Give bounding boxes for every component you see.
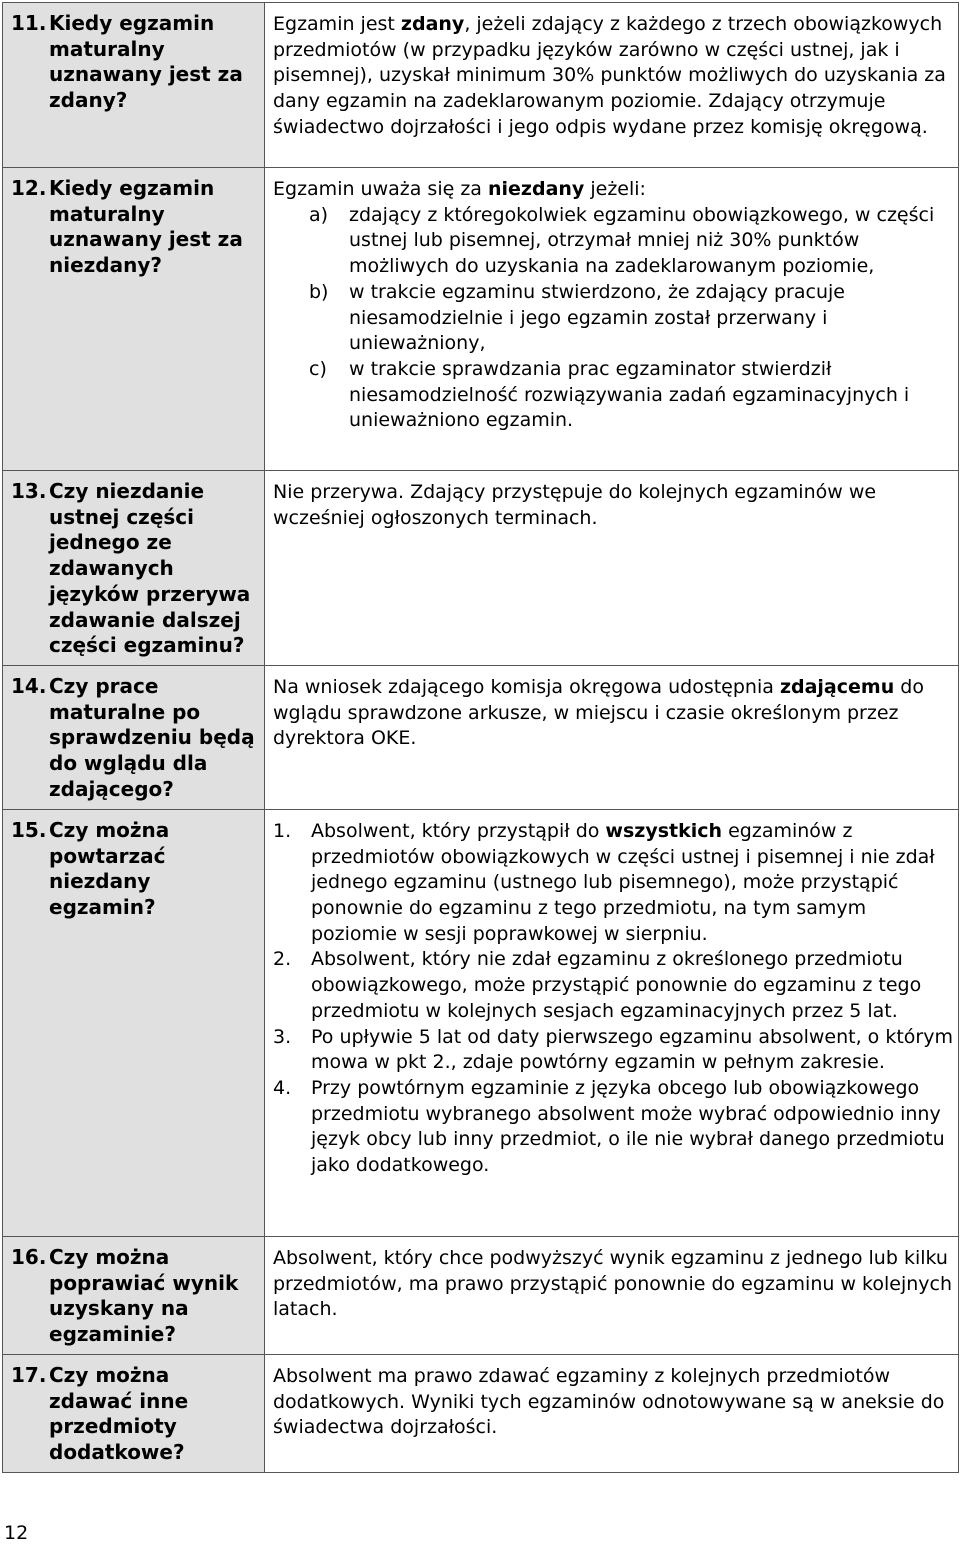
list-item: 1. Absolwent, który przystąpił do wszystkich egzaminów z przedmiotów obowiązkowych w części ustnej i pisemnej i nie zdał jednego egzaminu (ustnego lub pisemnego), może przystąpić ponownie do egzaminu z tego przedmiotu, na tym samym poziomie w sesji poprawkowej w sierpniu. — [273, 819, 935, 945]
faq-row-14 — [3, 665, 959, 809]
question-text: Czy można poprawiać wynik uzyskany na egzaminie? — [49, 1244, 239, 1347]
answer-text: Egzamin jest zdany, jeżeli zdający z każdego z trzech obowiązkowych przedmiotów (w przypadku języków zarówno w części ustnej, jak i pisemnej), uzyskał minimum 30% punktów możliwych do uzyskania za dany egzamin na zadeklarowanym poziomie. Zdający otrzymuje świadectwo dojrzałości i jego odpis wydane przez komisję okręgową. — [273, 13, 946, 138]
question-cell — [3, 3, 265, 168]
question-text: Kiedy egzamin maturalny uznawany jest za zdany? — [49, 11, 243, 113]
faq-row-13 — [3, 471, 959, 666]
question-text: Czy można powtarzać niezdany egzamin? — [49, 817, 170, 920]
question-text: Czy można zdawać inne przedmioty dodatkowe? — [49, 1362, 189, 1465]
answer-text: Nie przerywa. Zdający przystępuje do kolejnych egzaminów we wcześniej ogłoszonych terminach. — [273, 481, 877, 529]
answer-intro: Egzamin uważa się za niezdany jeżeli: — [273, 178, 646, 200]
question-number: 14. — [11, 673, 47, 698]
answer-text: Na wniosek zdającego komisja okręgowa udostępnia zdającemu do wglądu sprawdzone arkusze, w miejscu i czasie określonym przez dyrektora OKE. — [273, 675, 924, 750]
faq-table — [2, 2, 959, 1473]
answer-text: Absolwent ma prawo zdawać egzaminy z kolejnych przedmiotów dodatkowych. Wyniki tych egzaminów odnotowywane są w aneksie do świadectwa dojrzałości. — [273, 1364, 945, 1439]
list-item: b) w trakcie egzaminu stwierdzono, że zdający pracuje niesamodzielnie i jego egzamin został przerwany i unieważniony, — [309, 280, 845, 355]
faq-row-17 — [3, 1354, 959, 1472]
question-number: 12. — [11, 176, 47, 200]
list-item: 4. Przy powtórnym egzaminie z języka obcego lub obowiązkowego przedmiotu wybranego absolwent może wybrać odpowiednio inny język obcy lub inny przedmiot, o ile nie wybrał danego przedmiotu jako dodatkowego. — [273, 1076, 945, 1177]
question-cell — [3, 471, 265, 666]
bold-term: wszystkich — [605, 819, 723, 842]
question-cell — [3, 809, 265, 1236]
question-cell — [3, 665, 265, 809]
bold-term: zdany — [400, 13, 465, 35]
question-number: 15. — [11, 817, 47, 842]
answer-cell — [265, 665, 959, 809]
answer-cell — [265, 1236, 959, 1354]
answer-cell — [265, 471, 959, 666]
list-item: 2. Absolwent, który nie zdał egzaminu z określonego przedmiotu obowiązkowego, może przystąpić ponownie do egzaminu z tego przedmiotu w kolejnych sesjach egzaminacyjnych przez 5 lat. — [273, 948, 922, 1022]
question-cell — [3, 168, 265, 471]
list-item: 3. Po upływie 5 lat od daty pierwszego egzaminu absolwent, o którym mowa w pkt 2., zdaje powtórny egzamin w pełnym zakresie. — [273, 1025, 953, 1074]
page-number: 12 — [4, 1522, 29, 1544]
list-item: a) zdający z któregokolwiek egzaminu obowiązkowego, w części ustnej lub pisemnej, otrzymał mniej niż 30% punktów możliwych do uzyskania na zadeklarowanym poziomie, — [309, 203, 935, 278]
answer-cell — [265, 809, 959, 1236]
question-number: 17. — [11, 1362, 47, 1387]
question-number: 11. — [11, 11, 47, 35]
answer-cell — [265, 1354, 959, 1472]
question-cell — [3, 1236, 265, 1354]
list-item: c) w trakcie sprawdzania prac egzaminator stwierdził niesamodzielność rozwiązywania zadań egzaminacyjnych i unieważniono egzamin. — [309, 357, 910, 432]
faq-row-12 — [3, 168, 959, 471]
answer-text: Absolwent, który chce podwyższyć wynik egzaminu z jednego lub kilku przedmiotów, ma prawo przystąpić ponownie do egzaminu w kolejnych latach. — [273, 1246, 953, 1321]
faq-row-11 — [3, 3, 959, 168]
question-cell — [3, 1354, 265, 1472]
bold-term: niezdany — [488, 178, 585, 200]
answer-cell — [265, 168, 959, 471]
question-text: Czy prace maturalne po sprawdzeniu będą do wglądu dla zdającego? — [49, 673, 255, 801]
bold-term: zdającemu — [779, 675, 895, 698]
question-text: Kiedy egzamin maturalny uznawany jest za niezdany? — [49, 176, 243, 278]
faq-row-16 — [3, 1236, 959, 1354]
answer-cell — [265, 3, 959, 168]
question-number: 16. — [11, 1244, 47, 1269]
question-number: 13. — [11, 479, 47, 503]
question-text: Czy niezdanie ustnej części jednego ze zdawanych języków przerywa zdawanie dalszej części egzaminu? — [49, 479, 251, 658]
faq-row-15 — [3, 809, 959, 1236]
